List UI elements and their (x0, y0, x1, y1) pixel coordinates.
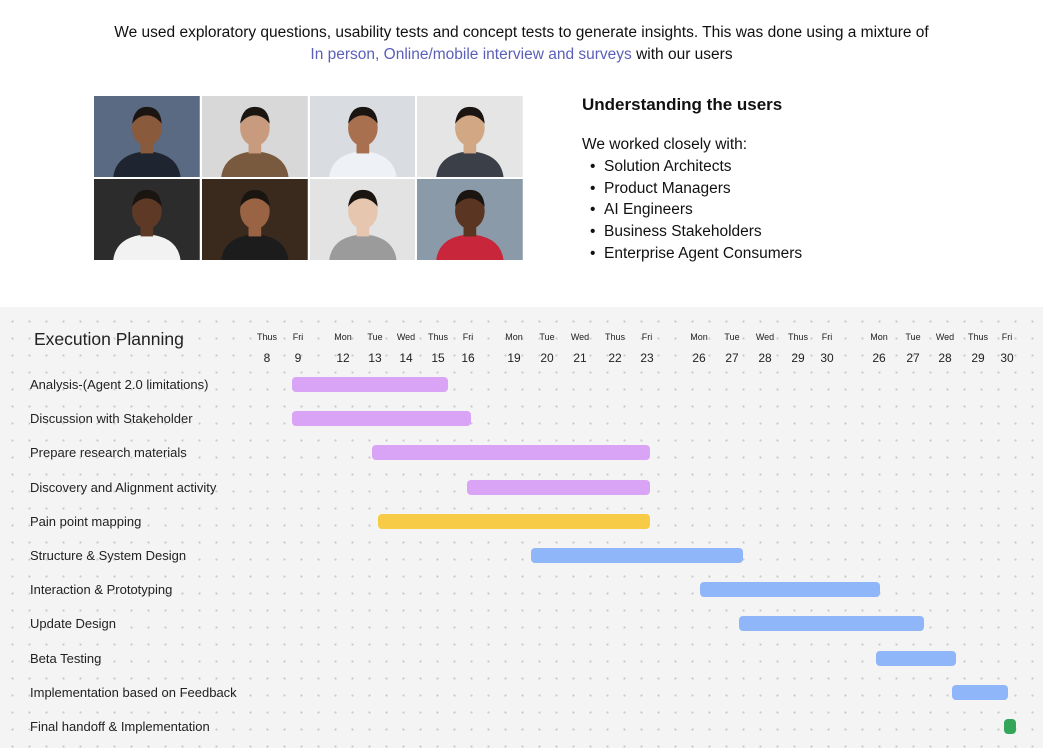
day-number-label: 23 (640, 351, 654, 365)
day-number-label: 26 (692, 351, 706, 365)
intro-line-2-rest: with our users (631, 46, 733, 63)
user-photo (310, 96, 416, 177)
task-bar (292, 411, 471, 426)
task-label: Discovery and Alignment activity (30, 479, 217, 495)
day-name-label: Thus (967, 332, 989, 342)
day-name-label: Thus (427, 332, 449, 342)
user-photo (202, 179, 308, 260)
user-photo (202, 96, 308, 177)
day-name-label: Mon (505, 332, 523, 342)
task-bar (1004, 719, 1016, 734)
task-label: Final handoff & Implementation (30, 719, 210, 734)
user-photo (94, 179, 200, 260)
task-bar (700, 582, 881, 597)
day-number-label: 28 (938, 351, 952, 365)
day-number-label: 28 (758, 351, 772, 365)
day-number-label: 9 (294, 351, 302, 365)
day-name-label: Wed (755, 332, 775, 342)
understanding-users-section (582, 94, 802, 265)
task-label: Structure & System Design (30, 548, 187, 563)
gantt-title: Execution Planning (34, 329, 184, 349)
users-lead: We worked closely with: (582, 136, 748, 153)
user-photo (94, 96, 200, 177)
user-photo (310, 179, 416, 260)
task-bar (739, 616, 924, 631)
day-name-label: Fri (292, 332, 304, 342)
day-number-label: 22 (608, 351, 622, 365)
day-name-label: Wed (570, 332, 590, 342)
task-label: Beta Testing (30, 650, 102, 666)
task-bar (531, 548, 743, 563)
day-number-label: 8 (263, 351, 271, 365)
task-bar (467, 480, 651, 495)
day-name-label: Wed (396, 332, 416, 342)
task-bar (876, 651, 956, 666)
task-label: Discussion with Stakeholder (30, 411, 193, 427)
day-name-label: Thus (604, 332, 626, 342)
task-label: Implementation based on Feedback (30, 684, 237, 700)
intro-line-1: We used exploratory questions, usability tests and concept tests to generate insights. This was done using a mixture of (114, 24, 929, 41)
day-name-label: Tue (905, 332, 921, 342)
task-label: Interaction & Prototyping (30, 582, 173, 598)
day-number-label: 16 (461, 351, 475, 365)
day-name-label: Tue (724, 332, 740, 342)
day-number-label: 13 (368, 351, 382, 365)
day-name-label: Tue (539, 332, 555, 342)
day-name-label: Mon (690, 332, 708, 342)
task-bar (292, 377, 448, 392)
list-item: • Solution Architects (604, 156, 802, 178)
day-name-label: Thus (787, 332, 809, 342)
task-bar (952, 685, 1008, 700)
day-name-label: Fri (641, 332, 653, 342)
day-number-label: 19 (507, 351, 521, 365)
user-photo-grid (94, 96, 523, 260)
intro-line-2 (0, 44, 1043, 66)
day-name-label: Fri (821, 332, 833, 342)
day-number-label: 27 (906, 351, 920, 365)
day-number-label: 29 (971, 351, 985, 365)
task-label: Pain point mapping (30, 513, 142, 529)
day-number-label: 30 (820, 351, 834, 365)
task-label: Prepare research materials (30, 445, 187, 461)
task-label: Analysis-(Agent 2.0 limitations) (30, 377, 209, 392)
task-label: Update Design (30, 616, 116, 632)
user-photo (417, 179, 523, 260)
day-name-label: Thus (256, 332, 278, 342)
list-item: • Enterprise Agent Consumers (604, 243, 802, 265)
list-item: • Product Managers (604, 178, 802, 200)
execution-planning-panel (0, 307, 1043, 748)
day-name-label: Mon (870, 332, 888, 342)
users-list (582, 156, 802, 265)
intro-highlight: In person, Online/mobile interview and surveys (310, 46, 632, 63)
day-name-label: Wed (935, 332, 955, 342)
intro-text (0, 22, 1043, 66)
day-number-label: 29 (791, 351, 805, 365)
day-number-label: 21 (573, 351, 587, 365)
list-item: • AI Engineers (604, 199, 802, 221)
day-number-label: 26 (872, 351, 886, 365)
day-number-label: 20 (540, 351, 554, 365)
day-name-label: Tue (367, 332, 383, 342)
list-item: • Business Stakeholders (604, 221, 802, 243)
task-bar (378, 514, 650, 529)
day-name-label: Fri (1001, 332, 1013, 342)
day-name-label: Mon (334, 332, 352, 342)
day-number-label: 27 (725, 351, 739, 365)
day-number-label: 15 (431, 351, 445, 365)
day-number-label: 30 (1000, 351, 1014, 365)
day-name-label: Fri (462, 332, 474, 342)
user-photo (417, 96, 523, 177)
users-title: Understanding the users (582, 95, 783, 114)
day-number-label: 12 (336, 351, 350, 365)
day-number-label: 14 (399, 351, 413, 365)
task-bar (372, 445, 650, 460)
